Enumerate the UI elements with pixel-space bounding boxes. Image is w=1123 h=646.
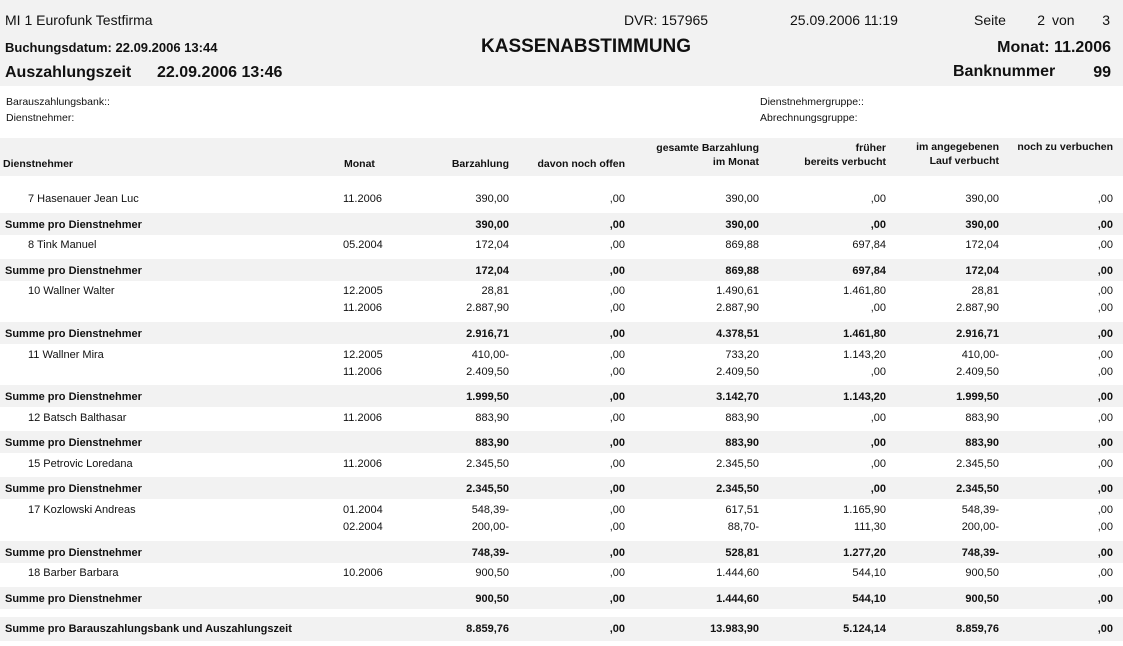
cell-gesamt: 1.490,61 <box>716 285 759 297</box>
cell-bar: 900,50 <box>475 567 509 579</box>
cell-gesamt: 1.444,60 <box>716 567 759 579</box>
cell-frueher: ,00 <box>870 483 886 495</box>
cell-lauf: 2.887,90 <box>956 302 999 314</box>
cell-frueher: ,00 <box>870 193 886 205</box>
col-header-frueher-line2: bereits verbucht <box>804 156 886 168</box>
cell-frueher: ,00 <box>870 437 886 449</box>
cell-zu: ,00 <box>1097 437 1113 449</box>
total-pages: 3 <box>1102 12 1110 28</box>
filter-dienstnehmergruppe: Dienstnehmergruppe:: <box>760 96 864 108</box>
cell-zu: ,00 <box>1097 328 1113 340</box>
cell-zu: ,00 <box>1097 567 1113 579</box>
month-cell: 05.2004 <box>343 239 383 251</box>
cell-frueher: 1.143,20 <box>843 391 886 403</box>
cell-bar: 2.409,50 <box>466 366 509 378</box>
cell-frueher: ,00 <box>870 219 886 231</box>
cell-gesamt: 4.378,51 <box>716 328 759 340</box>
subtotal-band <box>0 213 1123 235</box>
cell-zu: ,00 <box>1097 193 1113 205</box>
cell-zu: ,00 <box>1097 521 1113 533</box>
cell-offen: ,00 <box>609 219 625 231</box>
month-cell: 10.2006 <box>343 567 383 579</box>
cell-gesamt: 2.345,50 <box>716 458 759 470</box>
cell-frueher: 697,84 <box>852 265 886 277</box>
cell-offen: ,00 <box>609 458 625 470</box>
cell-frueher: 1.461,80 <box>843 328 886 340</box>
col-header-davon-offen: davon noch offen <box>537 158 625 170</box>
cell-gesamt: 883,90 <box>725 412 759 424</box>
cell-gesamt: 390,00 <box>725 219 759 231</box>
cell-lauf: 748,39- <box>961 547 999 559</box>
cell-gesamt: 869,88 <box>725 265 759 277</box>
cell-gesamt: 617,51 <box>725 504 759 516</box>
cell-frueher: 1.277,20 <box>843 547 886 559</box>
auszahlungszeit-label: Auszahlungszeit <box>5 64 132 81</box>
cell-gesamt: 2.887,90 <box>716 302 759 314</box>
month-cell: 11.2006 <box>343 193 382 205</box>
cell-bar: 900,50 <box>475 593 509 605</box>
cell-bar: 548,39- <box>471 504 509 516</box>
col-header-lauf-line1: im angegebenen <box>916 141 999 153</box>
cell-offen: ,00 <box>609 391 625 403</box>
cell-frueher: ,00 <box>870 366 886 378</box>
subtotal-band <box>0 587 1123 609</box>
cell-offen: ,00 <box>609 366 625 378</box>
month-cell: 11.2006 <box>343 302 382 314</box>
employee-name: 10 Wallner Walter <box>28 285 115 297</box>
cell-frueher: ,00 <box>870 412 886 424</box>
employee-name: 17 Kozlowski Andreas <box>28 504 136 516</box>
cell-gesamt: 869,88 <box>725 239 759 251</box>
cell-lauf: 172,04 <box>965 239 999 251</box>
cell-frueher: ,00 <box>870 302 886 314</box>
col-header-zu-verbuchen: noch zu verbuchen <box>1017 141 1113 153</box>
cell-zu: ,00 <box>1097 458 1113 470</box>
col-header-barzahlung: Barzahlung <box>451 158 509 170</box>
cell-frueher: 5.124,14 <box>843 623 886 635</box>
col-header-dienstnehmer: Dienstnehmer <box>3 158 74 170</box>
cell-bar: 410,00- <box>471 349 509 361</box>
print-timestamp: 25.09.2006 11:19 <box>790 12 898 28</box>
cell-lauf: 390,00 <box>965 219 999 231</box>
filter-barauszahlungsbank: Barauszahlungsbank:: <box>6 96 110 108</box>
cell-gesamt: 1.444,60 <box>716 593 759 605</box>
cell-offen: ,00 <box>609 567 625 579</box>
cell-offen: ,00 <box>609 193 625 205</box>
subtotal-band <box>0 431 1123 453</box>
company-name: MI 1 Eurofunk Testfirma <box>5 12 153 28</box>
cell-bar: 883,90 <box>475 437 509 449</box>
cell-zu: ,00 <box>1097 265 1113 277</box>
cell-offen: ,00 <box>609 265 625 277</box>
cell-offen: ,00 <box>609 285 625 297</box>
cell-gesamt: 13.983,90 <box>710 623 759 635</box>
subtotal-band <box>0 259 1123 281</box>
cell-zu: ,00 <box>1097 391 1113 403</box>
cell-offen: ,00 <box>609 239 625 251</box>
cell-gesamt: 88,70- <box>727 521 759 533</box>
cell-frueher: 697,84 <box>852 239 886 251</box>
banknummer-value: 99 <box>1093 64 1111 81</box>
cell-frueher: 1.461,80 <box>843 285 886 297</box>
cell-lauf: 8.859,76 <box>956 623 999 635</box>
month-cell: 12.2005 <box>343 285 383 297</box>
employee-name: 15 Petrovic Loredana <box>28 458 133 470</box>
cell-bar: 390,00 <box>475 193 509 205</box>
subtotal-band <box>0 385 1123 407</box>
cell-lauf: 390,00 <box>965 193 999 205</box>
cell-offen: ,00 <box>609 483 625 495</box>
cell-gesamt: 2.345,50 <box>716 483 759 495</box>
filter-dienstnehmer: Dienstnehmer: <box>6 112 75 124</box>
cell-lauf: 2.409,50 <box>956 366 999 378</box>
cell-bar: 2.345,50 <box>466 458 509 470</box>
employee-name: 11 Wallner Mira <box>28 349 104 361</box>
page-label: Seite <box>974 12 1006 28</box>
cell-gesamt: 733,20 <box>725 349 759 361</box>
cell-bar: 1.999,50 <box>466 391 509 403</box>
subtotal-band <box>0 541 1123 563</box>
cell-offen: ,00 <box>609 328 625 340</box>
cell-offen: ,00 <box>609 349 625 361</box>
cell-zu: ,00 <box>1097 504 1113 516</box>
month-cell: 01.2004 <box>343 504 383 516</box>
col-header-gesamt-line1: gesamte Barzahlung <box>656 142 759 154</box>
summary-label: Summe pro Dienstnehmer <box>5 483 142 495</box>
filter-abrechnungsgruppe: Abrechnungsgruppe: <box>760 112 858 124</box>
summary-label: Summe pro Dienstnehmer <box>5 219 142 231</box>
cell-bar: 172,04 <box>475 239 509 251</box>
employee-name: 12 Batsch Balthasar <box>28 412 127 424</box>
page-of-label: von <box>1052 12 1075 28</box>
page-number: 2 <box>1037 12 1045 28</box>
cell-lauf: 2.916,71 <box>956 328 999 340</box>
cell-lauf: 883,90 <box>965 412 999 424</box>
cell-bar: 748,39- <box>471 547 509 559</box>
cell-frueher: 544,10 <box>852 593 886 605</box>
month-cell: 12.2005 <box>343 349 383 361</box>
cell-bar: 172,04 <box>475 265 509 277</box>
cell-lauf: 410,00- <box>961 349 999 361</box>
summary-label: Summe pro Dienstnehmer <box>5 437 142 449</box>
cell-gesamt: 883,90 <box>725 437 759 449</box>
report-title: KASSENABSTIMMUNG <box>481 36 692 57</box>
cell-lauf: 172,04 <box>965 265 999 277</box>
report-month: Monat: 11.2006 <box>997 39 1111 56</box>
cell-zu: ,00 <box>1097 623 1113 635</box>
col-header-frueher-line1: früher <box>855 142 886 154</box>
cell-lauf: 28,81 <box>971 285 999 297</box>
cell-zu: ,00 <box>1097 285 1113 297</box>
cell-lauf: 548,39- <box>961 504 999 516</box>
col-header-lauf-line2: Lauf verbucht <box>929 155 999 167</box>
cell-offen: ,00 <box>609 547 625 559</box>
cell-offen: ,00 <box>609 521 625 533</box>
banknummer-label: Banknummer <box>953 63 1056 80</box>
cell-zu: ,00 <box>1097 412 1113 424</box>
cell-offen: ,00 <box>609 412 625 424</box>
cell-frueher: 1.143,20 <box>843 349 886 361</box>
month-cell: 11.2006 <box>343 412 382 424</box>
cell-bar: 2.887,90 <box>466 302 509 314</box>
cell-zu: ,00 <box>1097 547 1113 559</box>
cell-bar: 8.859,76 <box>466 623 509 635</box>
cell-gesamt: 528,81 <box>725 547 759 559</box>
cell-bar: 883,90 <box>475 412 509 424</box>
cell-offen: ,00 <box>609 302 625 314</box>
month-cell: 11.2006 <box>343 458 382 470</box>
cell-gesamt: 390,00 <box>725 193 759 205</box>
col-header-monat: Monat <box>344 158 375 170</box>
cell-lauf: 900,50 <box>965 593 999 605</box>
cell-bar: 200,00- <box>471 521 509 533</box>
cell-zu: ,00 <box>1097 349 1113 361</box>
cell-frueher: 544,10 <box>852 567 886 579</box>
month-cell: 02.2004 <box>343 521 383 533</box>
cell-frueher: 1.165,90 <box>843 504 886 516</box>
subtotal-band <box>0 322 1123 344</box>
dvr-number: DVR: 157965 <box>624 12 709 28</box>
cell-lauf: 200,00- <box>961 521 999 533</box>
cell-zu: ,00 <box>1097 219 1113 231</box>
cell-frueher: 111,30 <box>853 521 886 533</box>
cell-frueher: ,00 <box>870 458 886 470</box>
summary-label: Summe pro Dienstnehmer <box>5 328 142 340</box>
summary-label: Summe pro Barauszahlungsbank und Auszahlungszeit <box>5 623 292 635</box>
cell-offen: ,00 <box>609 504 625 516</box>
cell-zu: ,00 <box>1097 239 1113 251</box>
cell-offen: ,00 <box>609 593 625 605</box>
cell-lauf: 2.345,50 <box>956 483 999 495</box>
summary-label: Summe pro Dienstnehmer <box>5 391 142 403</box>
summary-label: Summe pro Dienstnehmer <box>5 265 142 277</box>
cell-gesamt: 3.142,70 <box>716 391 759 403</box>
buchungsdatum: Buchungsdatum: 22.09.2006 13:44 <box>5 40 218 55</box>
cell-zu: ,00 <box>1097 366 1113 378</box>
cell-zu: ,00 <box>1097 593 1113 605</box>
cell-bar: 28,81 <box>481 285 509 297</box>
employee-name: 7 Hasenauer Jean Luc <box>28 193 139 205</box>
employee-name: 18 Barber Barbara <box>28 567 119 579</box>
cell-lauf: 883,90 <box>965 437 999 449</box>
cell-lauf: 2.345,50 <box>956 458 999 470</box>
summary-label: Summe pro Dienstnehmer <box>5 547 142 559</box>
cell-lauf: 900,50 <box>965 567 999 579</box>
auszahlungszeit-value: 22.09.2006 13:46 <box>157 64 283 81</box>
cell-bar: 390,00 <box>475 219 509 231</box>
employee-name: 8 Tink Manuel <box>28 239 97 251</box>
cell-bar: 2.345,50 <box>466 483 509 495</box>
month-cell: 11.2006 <box>343 366 382 378</box>
summary-label: Summe pro Dienstnehmer <box>5 593 142 605</box>
cell-offen: ,00 <box>609 623 625 635</box>
col-header-gesamt-line2: im Monat <box>712 156 759 168</box>
subtotal-band <box>0 477 1123 499</box>
cell-lauf: 1.999,50 <box>956 391 999 403</box>
cell-offen: ,00 <box>609 437 625 449</box>
cell-zu: ,00 <box>1097 302 1113 314</box>
cell-zu: ,00 <box>1097 483 1113 495</box>
cell-gesamt: 2.409,50 <box>716 366 759 378</box>
cell-bar: 2.916,71 <box>466 328 509 340</box>
